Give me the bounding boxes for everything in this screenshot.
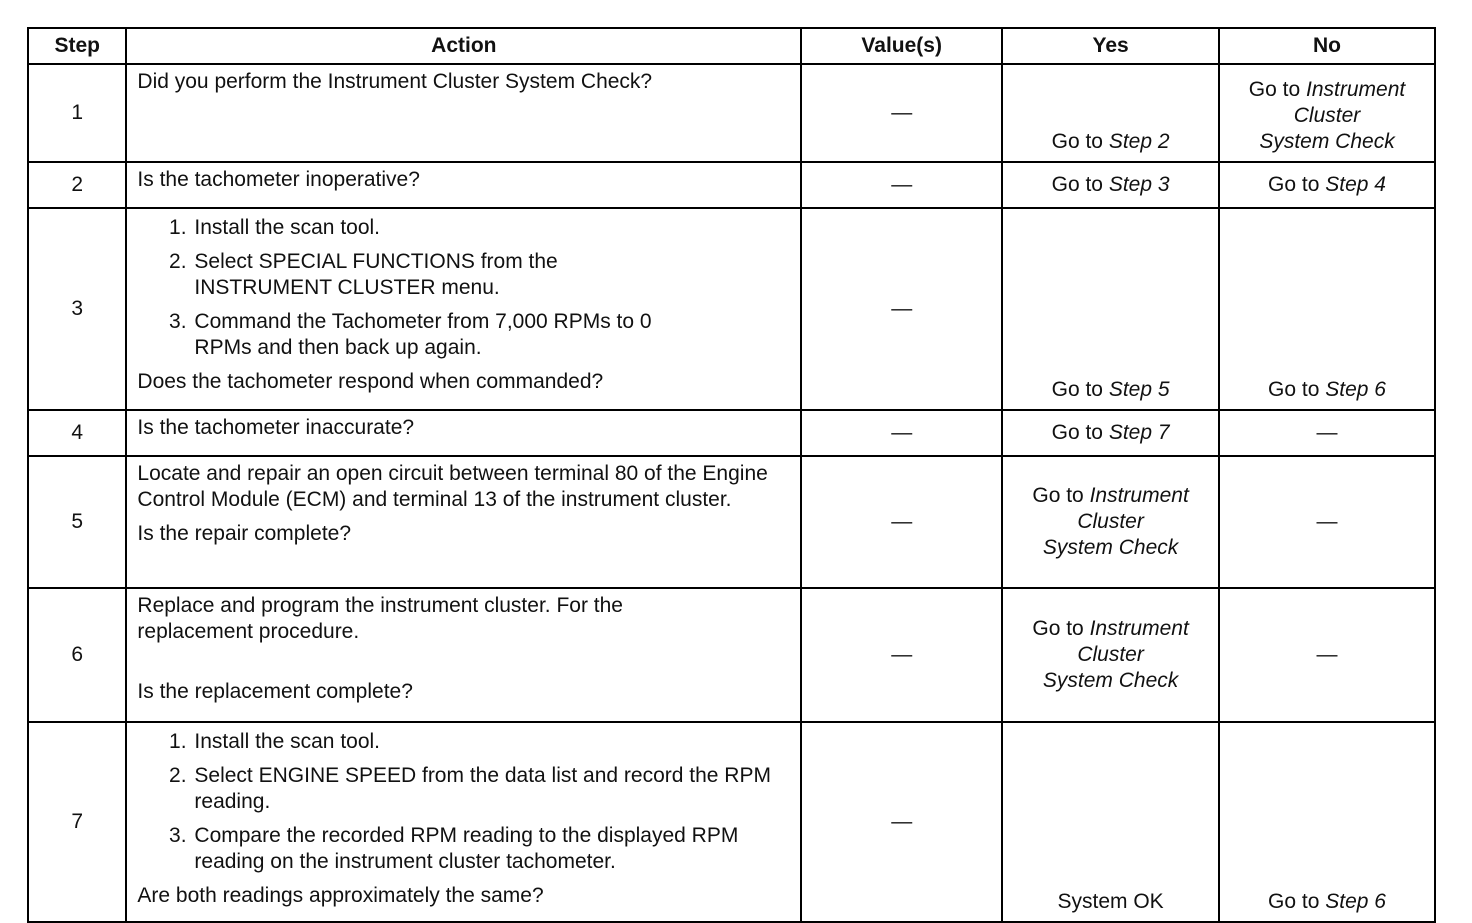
step-number: 1 (28, 64, 126, 162)
step-link[interactable]: Step 6 (1325, 890, 1386, 913)
header-no: No (1219, 28, 1435, 64)
no-cell[interactable] (1219, 64, 1435, 162)
question-text: Are both readings approximately the same? (137, 884, 544, 907)
procedure-link[interactable]: Instrument (1306, 78, 1406, 101)
value-cell: — (801, 588, 1002, 722)
table-row (28, 162, 1435, 208)
action-cell (126, 456, 801, 588)
step-number: 4 (28, 410, 126, 456)
question-text: Is the replacement complete? (137, 680, 413, 703)
procedure-link[interactable]: System Check (1042, 669, 1179, 692)
value-cell: — (801, 410, 1002, 456)
question-text: Does the tachometer respond when commanded? (137, 370, 604, 393)
goto-prefix: Go to (1248, 78, 1301, 101)
action-cell (126, 208, 801, 410)
yes-cell[interactable] (1002, 456, 1219, 588)
instruction-item: 2. Select ENGINE SPEED from the data list and record the RPM reading. (192, 763, 792, 815)
goto-prefix: Go to (1051, 173, 1103, 196)
action-text: Is the tachometer inoperative? (137, 168, 420, 191)
no-cell: — (1219, 410, 1435, 456)
table-row (28, 722, 1435, 922)
goto-prefix: Go to (1032, 617, 1084, 640)
step-number: 7 (28, 722, 126, 922)
goto-prefix: Go to (1268, 890, 1320, 913)
instruction-item: 1. Install the scan tool. (192, 729, 792, 755)
yes-cell: System OK (1002, 722, 1219, 922)
step-link[interactable]: Step 6 (1325, 378, 1386, 401)
step-link[interactable]: Step 2 (1108, 130, 1170, 153)
procedure-link[interactable]: System Check (1042, 536, 1179, 559)
no-cell[interactable] (1219, 208, 1435, 410)
action-text: Is the tachometer inaccurate? (137, 416, 415, 439)
goto-prefix: Go to (1051, 378, 1103, 401)
diagnostic-table (27, 27, 1436, 923)
table-row (28, 410, 1435, 456)
step-number: 6 (28, 588, 126, 722)
no-cell[interactable] (1219, 722, 1435, 922)
yes-cell[interactable] (1002, 162, 1219, 208)
action-text: Locate and repair an open circuit between terminal 80 of the Engine Control Module (ECM) and terminal 13 of the instrument cluster. (137, 462, 768, 511)
step-link[interactable]: Step 7 (1108, 421, 1170, 444)
yes-cell[interactable] (1002, 64, 1219, 162)
yes-cell[interactable] (1002, 208, 1219, 410)
table-row (28, 588, 1435, 722)
procedure-link[interactable]: Cluster (1077, 643, 1144, 666)
value-cell: — (801, 64, 1002, 162)
action-text: Did you perform the Instrument Cluster System Check? (137, 70, 653, 93)
value-cell: — (801, 208, 1002, 410)
instruction-list (137, 729, 792, 875)
procedure-link[interactable]: Cluster (1293, 104, 1361, 127)
action-cell (126, 162, 801, 208)
action-cell (126, 588, 801, 722)
table-row (28, 208, 1435, 410)
instruction-item: 2. Select SPECIAL FUNCTIONS from the INSTRUMENT CLUSTER menu. (192, 249, 792, 301)
no-cell[interactable] (1219, 162, 1435, 208)
procedure-link[interactable]: System Check (1259, 130, 1395, 153)
no-cell: — (1219, 588, 1435, 722)
yes-cell[interactable] (1002, 588, 1219, 722)
table-row (28, 456, 1435, 588)
no-cell: — (1219, 456, 1435, 588)
table-row (28, 64, 1435, 162)
goto-prefix: Go to (1268, 378, 1320, 401)
step-number: 2 (28, 162, 126, 208)
goto-prefix: Go to (1051, 130, 1103, 153)
instruction-item: 1. Install the scan tool. (192, 215, 792, 241)
header-row (28, 28, 1435, 64)
instruction-item: 3. Compare the recorded RPM reading to the displayed RPM reading on the instrument cluster tachometer. (192, 823, 792, 875)
step-number: 3 (28, 208, 126, 410)
step-link[interactable]: Step 4 (1325, 173, 1386, 196)
action-cell (126, 64, 801, 162)
procedure-link[interactable]: Instrument (1089, 617, 1189, 640)
header-yes: Yes (1002, 28, 1219, 64)
step-link[interactable]: Step 3 (1108, 173, 1170, 196)
step-link[interactable]: Step 5 (1108, 378, 1170, 401)
step-number: 5 (28, 456, 126, 588)
question-text: Is the repair complete? (137, 522, 352, 545)
value-cell: — (801, 722, 1002, 922)
procedure-link[interactable]: Instrument (1089, 484, 1189, 507)
header-values: Value(s) (801, 28, 1002, 64)
goto-prefix: Go to (1051, 421, 1103, 444)
header-action: Action (126, 28, 801, 64)
value-cell: — (801, 456, 1002, 588)
header-step: Step (28, 28, 126, 64)
goto-prefix: Go to (1268, 173, 1320, 196)
goto-prefix: Go to (1032, 484, 1084, 507)
procedure-link[interactable]: Cluster (1077, 510, 1144, 533)
action-cell (126, 722, 801, 922)
action-cell (126, 410, 801, 456)
instruction-list (137, 215, 792, 361)
yes-cell[interactable] (1002, 410, 1219, 456)
value-cell: — (801, 162, 1002, 208)
instruction-item: 3. Command the Tachometer from 7,000 RPMs to 0 RPMs and then back up again. (192, 309, 792, 361)
action-text: Replace and program the instrument cluster. For the replacement procedure. (137, 594, 623, 643)
